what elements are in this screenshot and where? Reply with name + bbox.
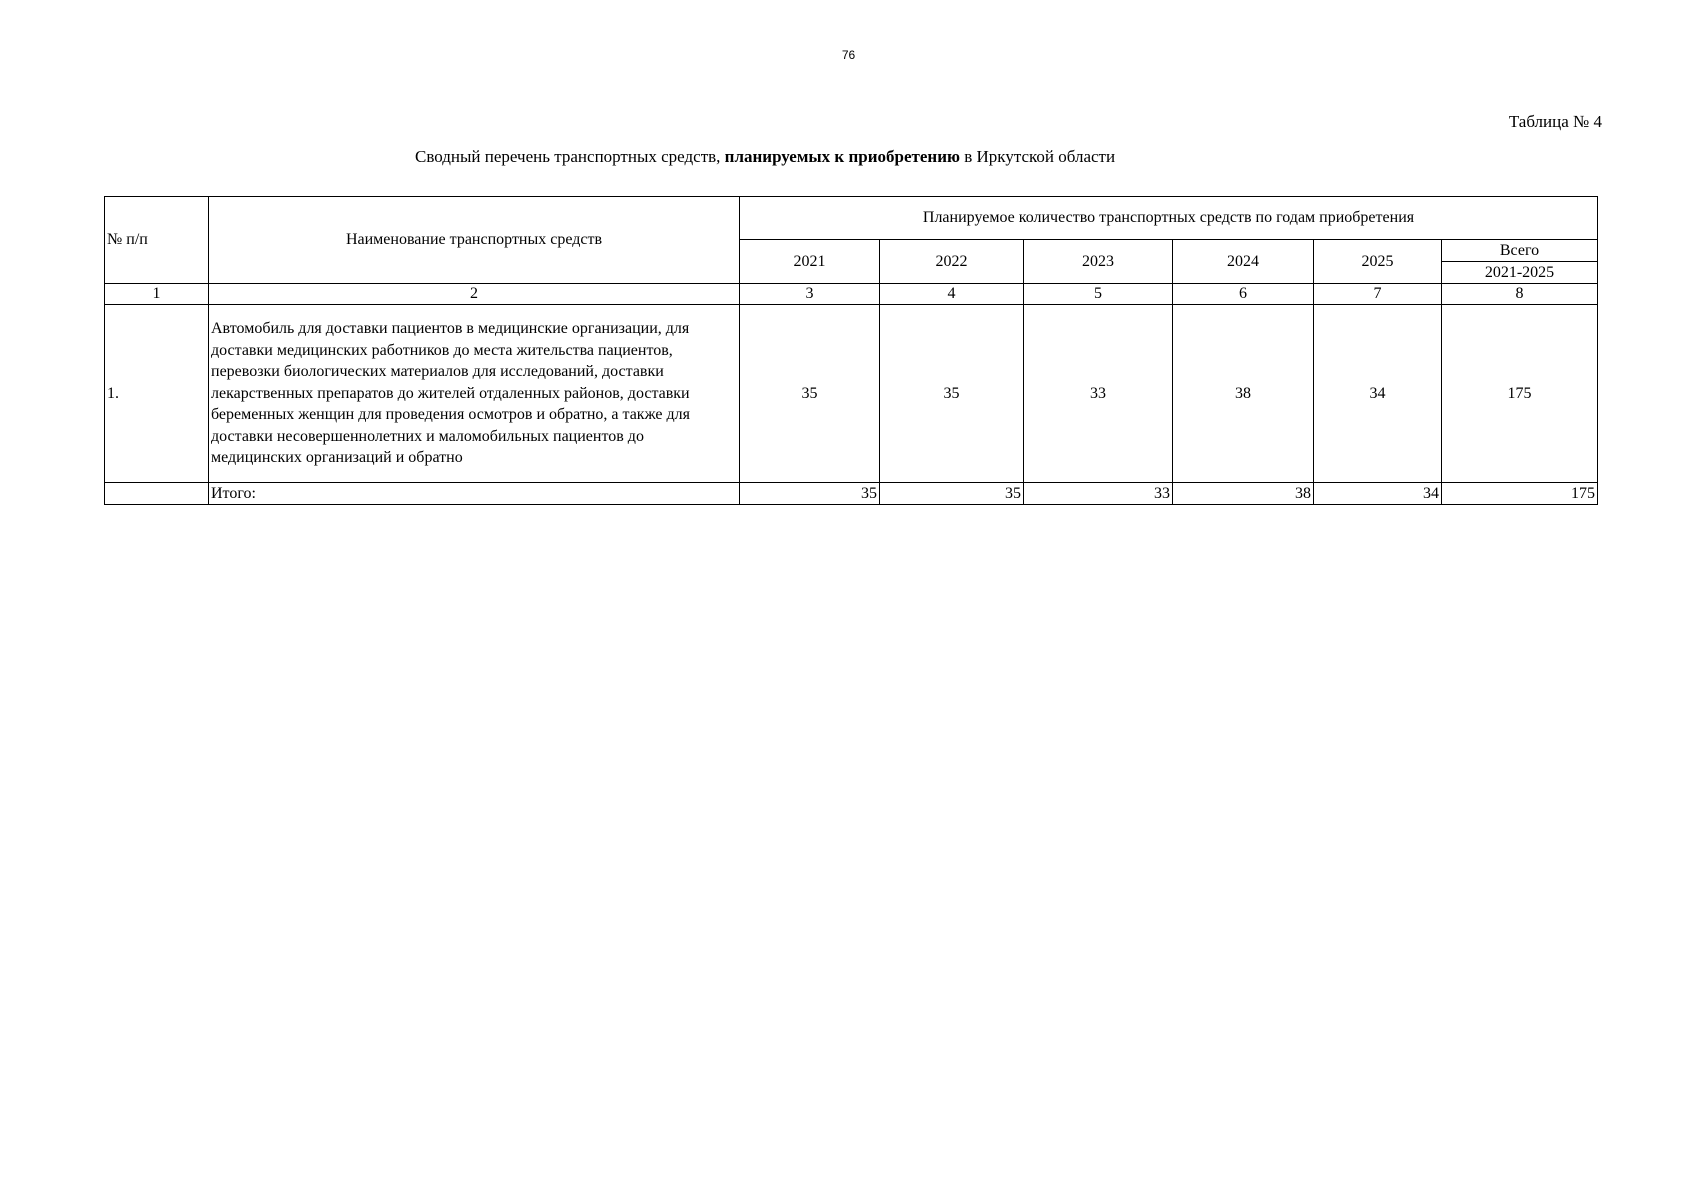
total-value: 35 — [880, 483, 1024, 505]
header-year: 2021 — [740, 240, 880, 284]
column-number: 7 — [1314, 284, 1442, 305]
row-name: Автомобиль для доставки пациентов в медицинские организации, для доставки медицинских работников до места жительства пациентов, перевозки биологических материалов для исследований, доставки лекарственных препаратов до жителей отдаленных районов, доставки беременных женщин для проведения осмотров и обратно, а также для доставки несовершеннолетних и маломобильных пациентов до медицинских организаций и обратно — [209, 305, 740, 483]
total-value: 34 — [1314, 483, 1442, 505]
table-label: Таблица № 4 — [1508, 112, 1602, 131]
header-total-label: Всего — [1442, 240, 1598, 262]
page-number: 76 — [841, 48, 856, 62]
title-suffix: в Иркутской области — [960, 147, 1116, 166]
total-row-num — [105, 483, 209, 505]
total-label: Итого: — [209, 483, 740, 505]
column-number: 8 — [1442, 284, 1598, 305]
row-total: 175 — [1442, 305, 1598, 483]
row-value: 33 — [1024, 305, 1173, 483]
header-row-1 — [105, 197, 1598, 240]
header-name: Наименование транспортных средств — [209, 197, 740, 284]
row-value: 35 — [740, 305, 880, 483]
column-number: 5 — [1024, 284, 1173, 305]
vehicle-summary-table — [104, 196, 1598, 505]
total-value: 33 — [1024, 483, 1173, 505]
header-year: 2025 — [1314, 240, 1442, 284]
header-year: 2024 — [1173, 240, 1314, 284]
document-title — [415, 147, 1115, 167]
header-year: 2022 — [880, 240, 1024, 284]
column-number-row — [105, 284, 1598, 305]
column-number: 2 — [209, 284, 740, 305]
header-total-range: 2021-2025 — [1442, 262, 1598, 284]
column-number: 6 — [1173, 284, 1314, 305]
total-row — [105, 483, 1598, 505]
row-value: 38 — [1173, 305, 1314, 483]
row-value: 35 — [880, 305, 1024, 483]
total-grand: 175 — [1442, 483, 1598, 505]
column-number: 1 — [105, 284, 209, 305]
total-value: 35 — [740, 483, 880, 505]
column-number: 3 — [740, 284, 880, 305]
row-num: 1. — [105, 305, 209, 483]
header-num: № п/п — [105, 197, 209, 284]
header-planned-group: Планируемое количество транспортных средств по годам приобретения — [740, 197, 1598, 240]
title-bold: планируемых к приобретению — [724, 147, 960, 166]
header-year: 2023 — [1024, 240, 1173, 284]
table-row — [105, 305, 1598, 483]
column-number: 4 — [880, 284, 1024, 305]
title-prefix: Сводный перечень транспортных средств, — [415, 147, 725, 166]
row-value: 34 — [1314, 305, 1442, 483]
total-value: 38 — [1173, 483, 1314, 505]
